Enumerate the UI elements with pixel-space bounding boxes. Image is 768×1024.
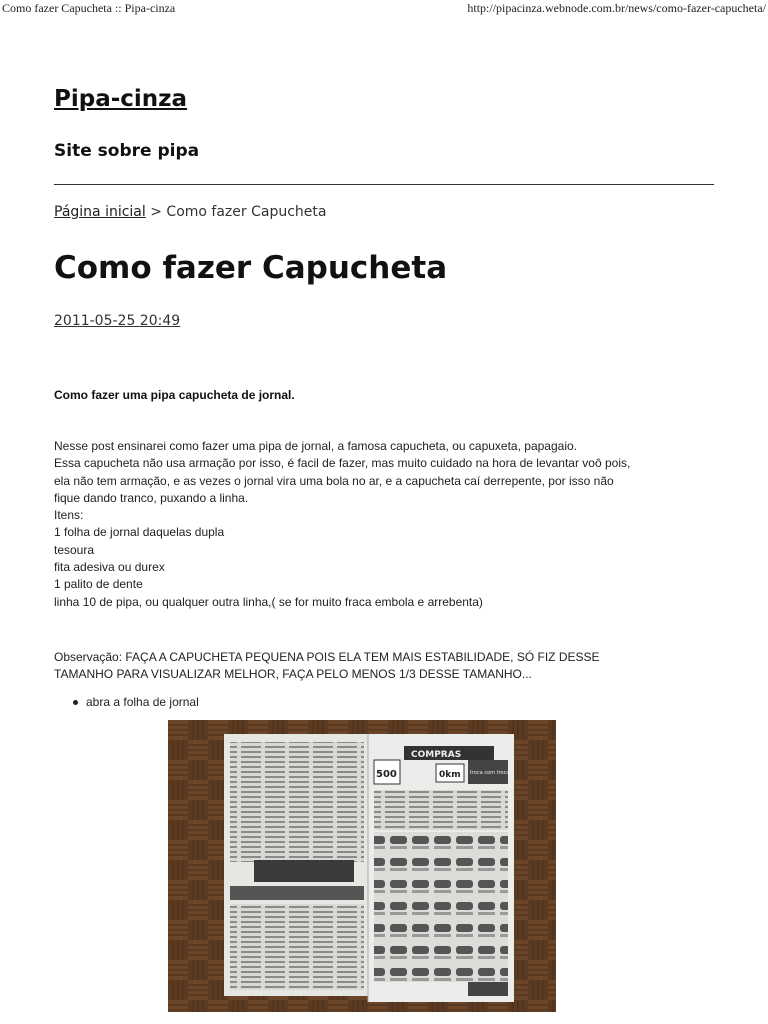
body-line: fita adesiva ou durex (54, 560, 165, 575)
site-subtitle: Site sobre pipa (54, 141, 200, 161)
breadcrumb-current: Como fazer Capucheta (166, 204, 327, 220)
print-page-title: Como fazer Capucheta :: Pipa-cinza (2, 1, 176, 15)
article-lead: Como fazer uma pipa capucheta de jornal. (54, 388, 295, 402)
site-title[interactable]: Pipa-cinza (54, 86, 188, 112)
newspaper-photo (168, 720, 556, 1012)
newspaper-photo-image (168, 720, 556, 1012)
body-line: ela não tem armação, e as vezes o jornal vira uma bola no ar, e a capucheta caí derrepente, por isso não (54, 473, 614, 488)
body-line: 1 folha de jornal daquelas dupla (54, 525, 225, 540)
body-line: fique dando tranco, puxando a linha. (54, 490, 249, 505)
list-item (54, 694, 199, 711)
newspaper-troca-text: troca com troco (470, 770, 510, 776)
step-text: abra a folha de jornal (86, 695, 199, 709)
print-header (0, 0, 768, 16)
breadcrumb (54, 204, 326, 220)
post-date[interactable]: 2011-05-25 20:49 (54, 313, 181, 329)
breadcrumb-separator: > (150, 204, 162, 220)
newspaper-0km-text: 0km (439, 770, 461, 780)
body-line: Itens: (54, 508, 84, 523)
body-line: 1 palito de dente (54, 577, 143, 592)
body-line: linha 10 de pipa, ou qualquer outra linha,( se for muito fraca embola e arrebenta) (54, 594, 483, 609)
breadcrumb-home-link[interactable]: Página inicial (54, 204, 146, 220)
print-page-url: http://pipacinza.webnode.com.br/news/como-fazer-capucheta/ (467, 1, 766, 15)
body-line: Essa capucheta não usa armação por isso, é facil de fazer, mas muito cuidado na hora de levantar voô pois, (54, 456, 631, 471)
newspaper-heading: COMPRAS (411, 750, 462, 760)
observation-note (54, 649, 694, 683)
observation-line: Observação: FAÇA A CAPUCHETA PEQUENA POIS ELA TEM MAIS ESTABILIDADE, SÓ FIZ DESSE (54, 650, 600, 664)
article-body (54, 438, 694, 611)
body-line: tesoura (54, 542, 95, 557)
newspaper-price-text: 500 (376, 769, 397, 780)
bullet-icon (73, 700, 78, 705)
observation-line: TAMANHO PARA VISUALIZAR MELHOR, FAÇA PELO MENOS 1/3 DESSE TAMANHO... (54, 667, 532, 681)
steps-list (54, 694, 199, 711)
page-title: Como fazer Capucheta (54, 250, 448, 286)
body-line: Nesse post ensinarei como fazer uma pipa de jornal, a famosa capucheta, ou capuxeta, papagaio. (54, 439, 577, 453)
header-divider (54, 184, 714, 185)
